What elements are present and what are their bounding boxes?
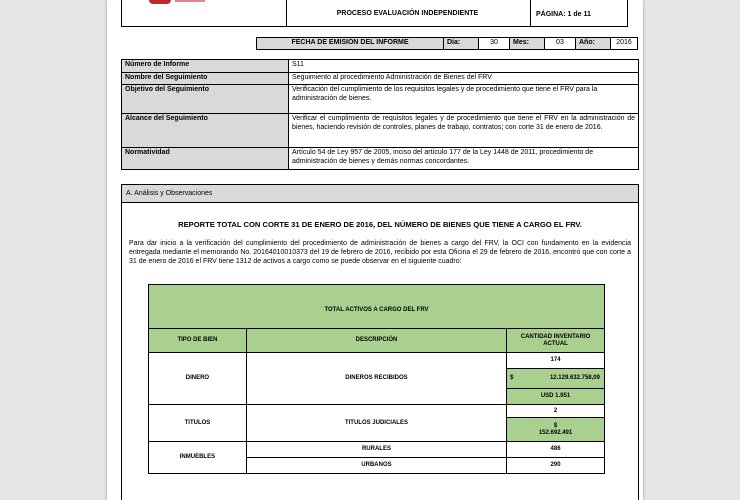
amount-titulos: 152.692.491 (538, 429, 573, 436)
info-value-numero: S11 (289, 60, 639, 73)
usd-dinero: USD 1.951 (507, 389, 605, 405)
report-heading: REPORTE TOTAL CON CORTE 31 DE ENERO DE 2016, DEL NÚMERO DE BIENES QUE TIENE A CARGO EL FRV. (178, 220, 582, 229)
emission-date-table (256, 37, 638, 50)
year-value: 2016 (611, 38, 638, 50)
info-label-objetivo: Objetivo del Seguimiento (122, 85, 289, 114)
inventory-title: TOTAL ACTIVOS A CARGO DEL FRV (149, 285, 605, 329)
amount-titulos-cell (507, 418, 605, 442)
desc-dinero: DINEROS RECIBIDOS (246, 353, 506, 405)
emission-label: FECHA DE EMISIÓN DEL INFORME (257, 38, 444, 50)
info-label-numero: Número de Informe (122, 60, 289, 73)
info-label-normatividad: Normatividad (122, 148, 289, 170)
document-page (107, 0, 643, 500)
month-value: 03 (545, 38, 576, 50)
header-left-box (121, 0, 287, 27)
desc-rurales: RURALES (246, 442, 506, 458)
info-label-alcance: Alcance del Seguimiento (122, 114, 289, 148)
currency-dinero: $ (510, 375, 514, 381)
count-rurales: 486 (507, 442, 605, 458)
amount-dinero-cell (507, 369, 605, 389)
info-value-normatividad: Artículo 54 de Ley 957 de 2005, inciso del artículo 177 de la Ley 1448 de 2011, procedimiento de administración de bienes y demás normas concordantes. (289, 148, 639, 170)
info-value-objetivo: Verificación del cumplimiento de los requisitos legales y de procedimiento que tiene el FRV para la administración de bienes. (289, 85, 639, 114)
section-a-title: A. Análisis y Observaciones (126, 190, 213, 197)
count-dinero: 174 (507, 353, 605, 369)
report-info-table (121, 59, 639, 170)
col-desc-header: DESCRIPCIÓN (246, 329, 506, 353)
desc-titulos: TITULOS JUDICIALES (246, 405, 506, 442)
header-process-box (285, 0, 531, 27)
info-label-nombre: Nombre del Seguimiento (122, 73, 289, 85)
tipo-titulos: TITULOS (149, 405, 247, 442)
year-label: Año: (576, 38, 611, 50)
currency-titulos: $ (553, 422, 558, 429)
tipo-inmuebles: INMUEBLES (149, 442, 247, 474)
amount-dinero: 12.129.632.758,09 (549, 375, 600, 381)
col-cant-header: CANTIDAD INVENTARIO ACTUAL (507, 329, 605, 353)
info-value-alcance: Verificar el cumplimiento de requisitos legales y de procedimiento que tiene el FRV en la administración de bienes, haciendo revisión de controles, planes de trabajo, contratos; con corte 31 de enero de 2016. (289, 114, 639, 148)
header-page-box (530, 0, 628, 27)
analysis-paragraph: Para dar inicio a la verificación del cumplimiento del procedimiento de administración de bienes a cargo del FRV, la OCI con fundamento en la evidencia entregada mediante el memorando No. 20164010010373 del 19 de febrero de 2016, recibido por esta Oficina el 29 de febrero de 2016, encontró que con corte a 31 de enero de 2016 el FRV tiene 1312 de activos a cargo como se puede observar en el siguiente cuadro: (129, 240, 631, 265)
tipo-dinero: DINERO (149, 353, 247, 405)
count-titulos: 2 (507, 405, 605, 418)
day-value: 30 (479, 38, 510, 50)
col-tipo-header: TIPO DE BIEN (149, 329, 247, 353)
page-number: PÁGINA: 1 de 11 (536, 11, 591, 18)
inventory-table (148, 284, 605, 474)
desc-urbanos: URBANOS (246, 458, 506, 474)
process-title: PROCESO EVALUACIÓN INDEPENDIENTE (336, 10, 479, 17)
month-label: Mes: (510, 38, 545, 50)
info-value-nombre: Seguimiento al procedimiento Administración de Bienes del FRV (289, 73, 639, 85)
count-urbanos: 290 (507, 458, 605, 474)
day-label: Día: (444, 38, 479, 50)
